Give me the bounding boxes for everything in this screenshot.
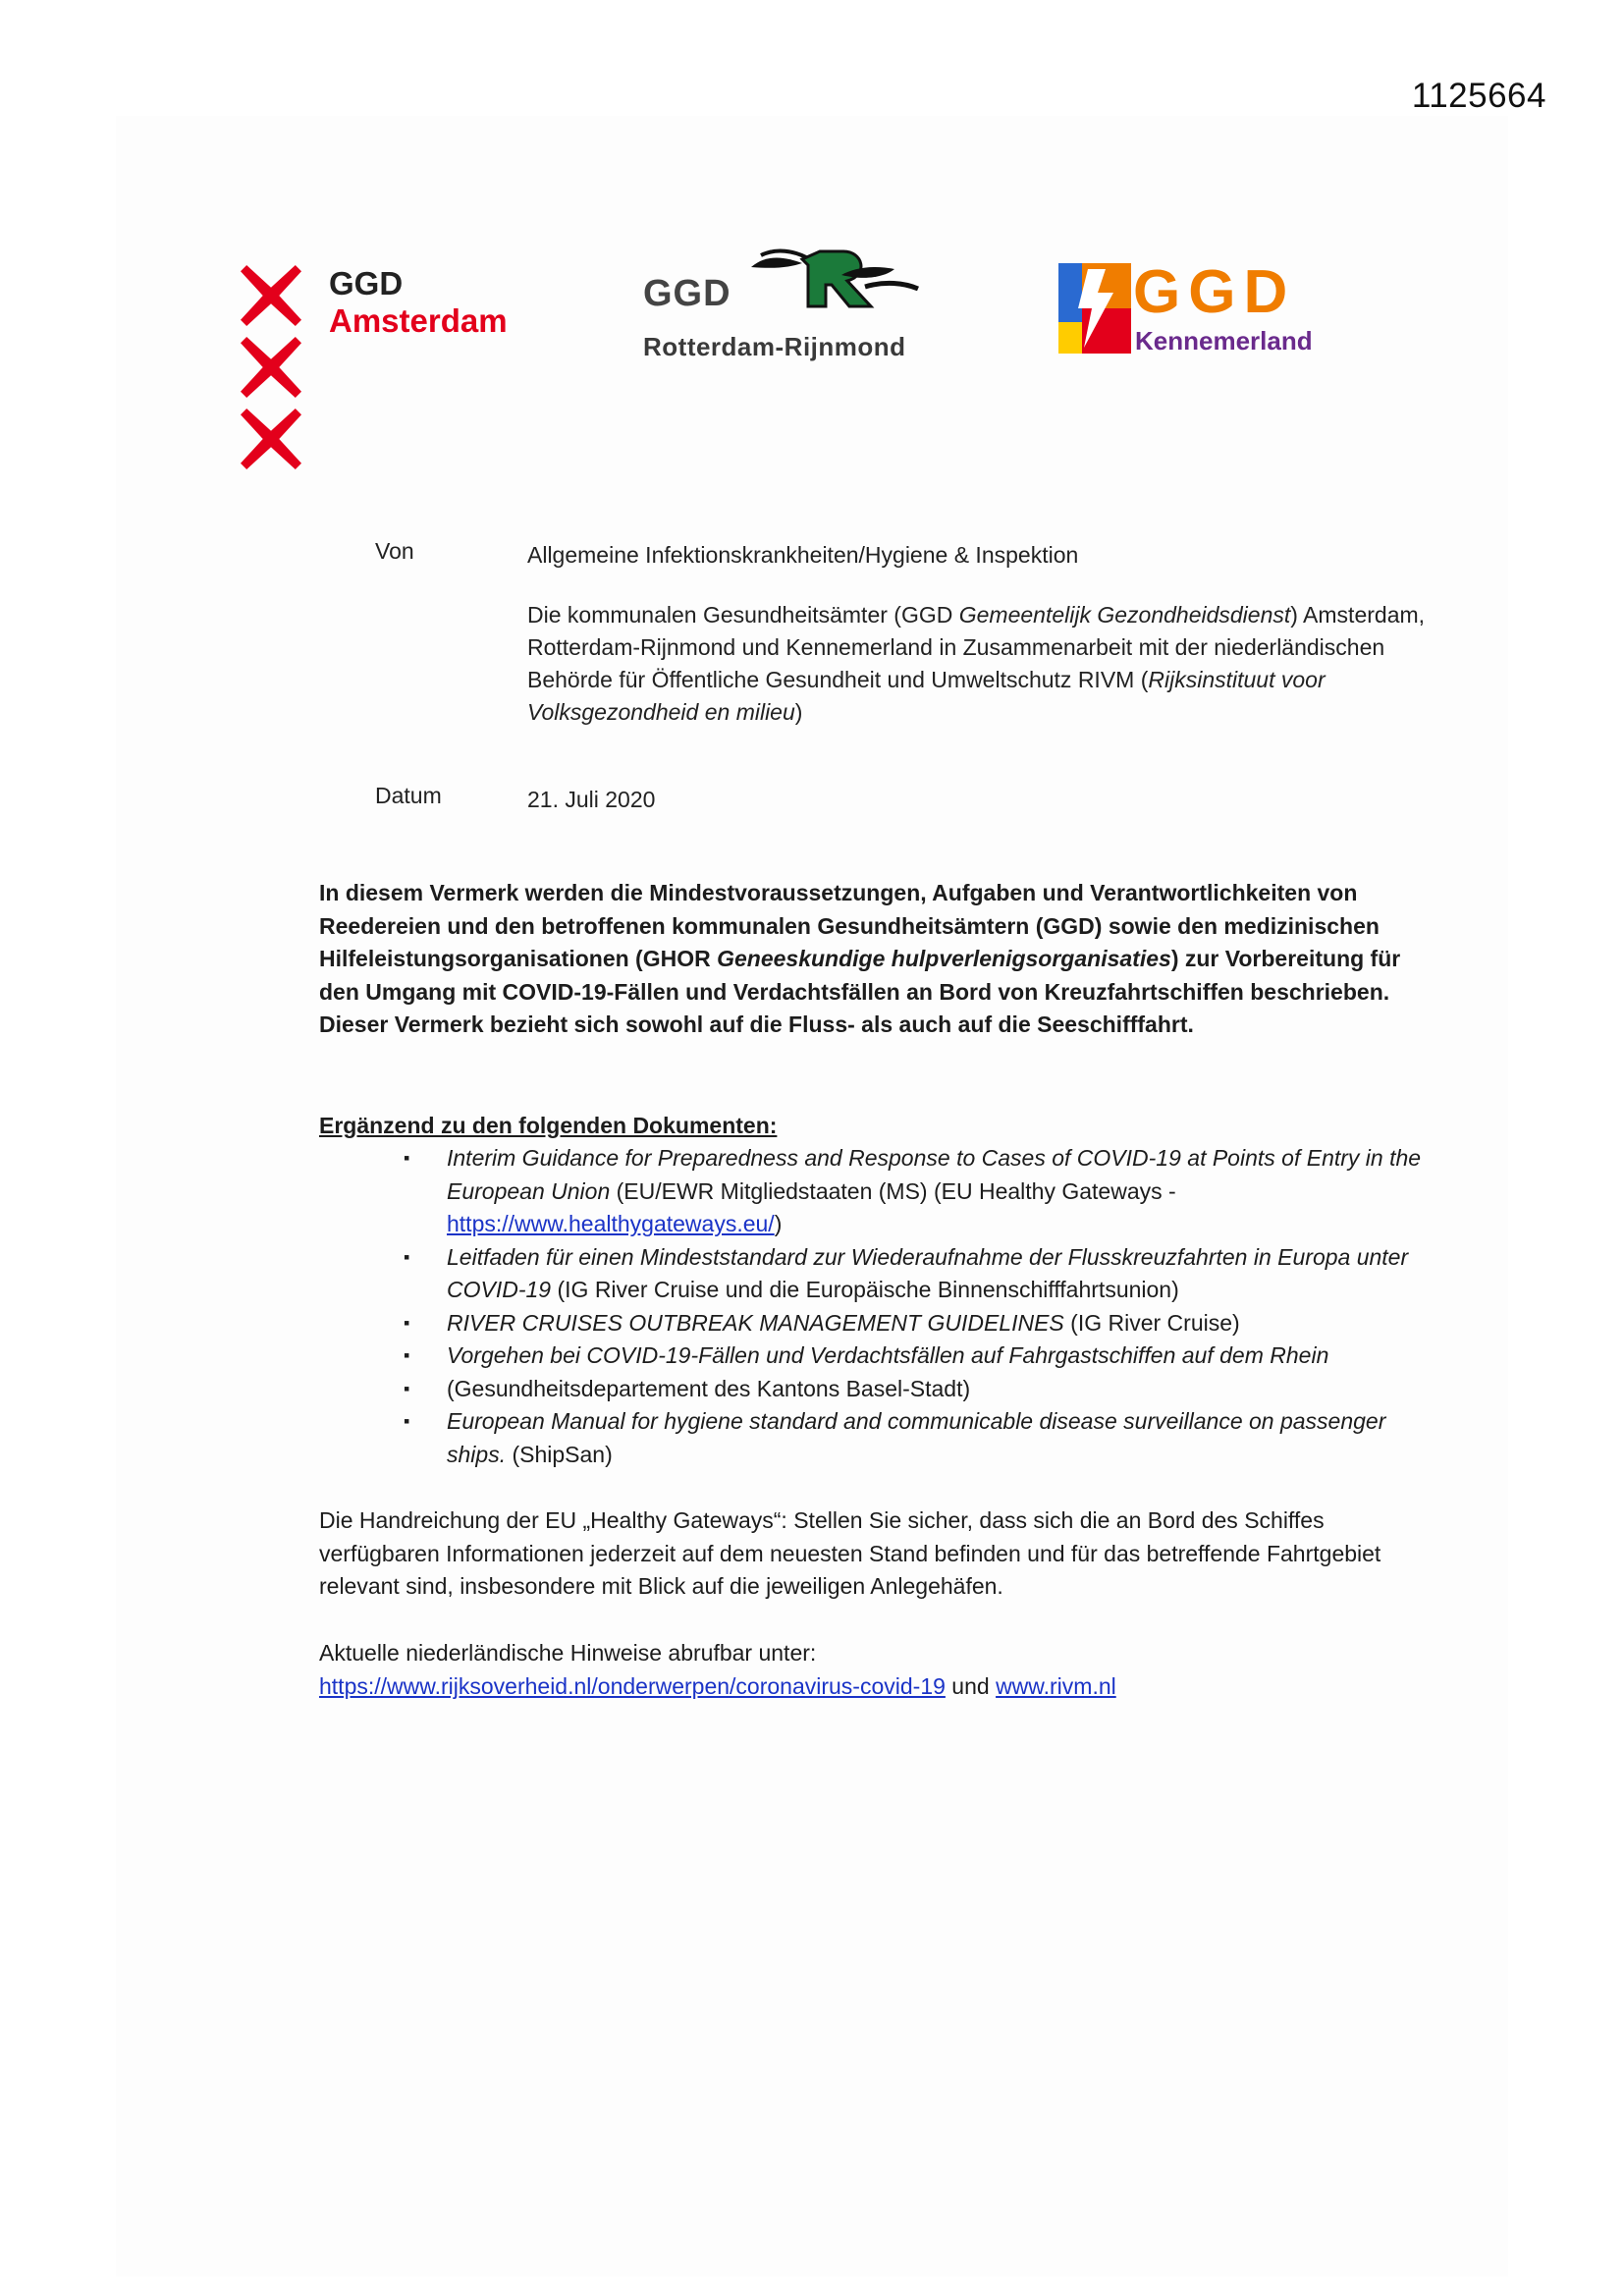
healthygateways-link[interactable]: https://www.healthygateways.eu/ [447,1211,775,1236]
list-item: ▪ Leitfaden für einen Mindeststandard zur Wiederaufnahme der Flusskreuzfahrten in Europa unter COVID-19 (IG River Cruise und die Europäische Binnenschifffahrtsunion) [319,1241,1429,1307]
intro-paragraph: In diesem Vermerk werden die Mindestvoraussetzungen, Aufgaben und Verantwortlichkeiten von Reedereien und den betroffenen kommunalen Gesundheitsämtern (GGD) sowie den medizinischen Hilfeleistungsorganisationen (GHOR Geneeskundige hulpverlenigsorganisaties) zur Vorbereitung für den Umgang mit COVID-19-Fällen und Verdachtsfällen an Bord von Kreuzfahrtschiffen beschrieben. Dieser Vermerk bezieht sich sowohl auf die Fluss- als auch auf die Seeschifffahrt. [319,880,1401,1037]
rot-region-text: Rotterdam-Rijnmond [643,332,906,361]
ams-ggd-text: GGD [329,265,404,301]
rivm-link[interactable]: www.rivm.nl [996,1672,1116,1699]
von-label: Von [375,538,414,564]
dutch-guidance-intro: Aktuelle niederländische Hinweise abrufbar unter: [319,1640,817,1666]
kennemerland-emblem-icon [1058,263,1131,354]
ams-city-text: Amsterdam [329,301,508,339]
ggd-kennemerland-logo [1058,258,1343,361]
von-line-1: Allgemeine Infektionskrankheiten/Hygiene & Inspektion [527,542,1079,568]
datum-label: Datum [375,783,442,808]
list-item: ▪ RIVER CRUISES OUTBREAK MANAGEMENT GUIDELINES (IG River Cruise) [319,1307,1429,1340]
document-number: 1125664 [1411,77,1546,115]
references-heading: Ergänzend zu den folgenden Dokumenten: [319,1113,778,1138]
rotterdam-r-emblem-icon [747,246,920,314]
list-item: ▪ European Manual for hygiene standard and communicable disease surveillance on passenger ships. (ShipSan) [319,1405,1429,1471]
list-item: ▪ (Gesundheitsdepartement des Kantons Basel-Stadt) [319,1373,1429,1406]
von-line-2: Die kommunalen Gesundheitsämter (GGD Gemeentelijk Gezondheidsdienst) Amsterdam, Rotterdam-Rijnmond und Kennemerland in Zusammenarbeit mit der niederländischen Behörde für Öffentliche Gesundheit und Umweltschutz RIVM (Rijksinstituut voor Volksgezondheid en milieu) [527,602,1426,725]
list-item: ▪ Interim Guidance for Preparedness and Response to Cases of COVID-19 at Points of Entry in the European Union (EU/EWR Mitgliedstaaten (MS) (EU Healthy Gateways - https://www.healthygateways.eu/) [319,1142,1429,1241]
ken-ggd-text: GGD [1133,258,1296,326]
ggd-amsterdam-logo [241,265,301,480]
rot-ggd-text: GGD [643,273,731,314]
datum-value: 21. Juli 2020 [527,787,656,812]
andreas-cross-icon [241,409,301,469]
ken-region-text: Kennemerland [1135,326,1313,355]
andreas-cross-icon [241,337,301,398]
rijksoverheid-link[interactable]: https://www.rijksoverheid.nl/onderwerpen/coronavirus-covid-19 [319,1672,946,1699]
healthy-gateways-paragraph: Die Handreichung der EU „Healthy Gateways“: Stellen Sie sicher, dass sich die an Bord des Schiffes verfügbaren Informationen jederzeit auf dem neuesten Stand befinden und für das betreffende Fahrtgebiet relevant sind, insbesondere mit Blick auf die jeweiligen Anlegehäfen. [319,1507,1381,1599]
dutch-guidance-paragraph [319,1637,1419,1703]
ggd-amsterdam-wordmark [329,265,508,340]
dutch-guidance-links: https://www.rijksoverheid.nl/onderwerpen/coronavirus-covid-19 und www.rivm.nl [319,1672,1116,1699]
list-item: ▪ Vorgehen bei COVID-19-Fällen und Verdachtsfällen auf Fahrgastschiffen auf dem Rhein [319,1339,1429,1373]
andreas-cross-icon [241,265,301,326]
references-list [319,1142,1429,1471]
von-value [527,539,1470,756]
